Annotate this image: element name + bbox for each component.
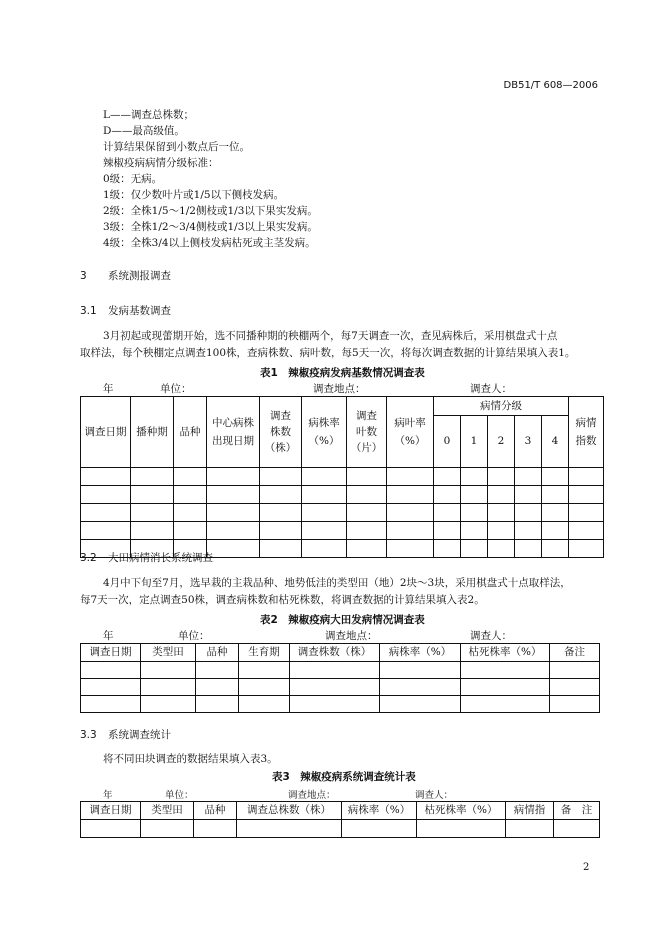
table-1 (80, 396, 604, 558)
section-3-2-heading (80, 550, 213, 565)
table-row (81, 820, 600, 838)
header-cell: 枯死株率（%） (417, 802, 506, 820)
header-cell: 生育期 (239, 644, 290, 662)
table-1-year-label: 年 (103, 383, 114, 395)
table-3-caption: 表3 辣椒疫病系统调查统计表 (272, 771, 416, 783)
document-id: DB51/T 608—2006 (503, 80, 598, 91)
table-row (81, 468, 604, 486)
header-cell-variety: 品种 (174, 397, 207, 468)
header-cell: 病情指 (506, 802, 554, 820)
table-3-header-row (81, 802, 600, 820)
table-2-unit-label: 单位： (178, 630, 210, 642)
header-cell-grade-3: 3 (515, 416, 542, 468)
header-cell: 类型田 (141, 802, 194, 820)
page-number: 2 (583, 862, 590, 873)
table-1-investigator-label: 调查人： (470, 383, 512, 395)
header-cell-grade-4: 4 (542, 416, 569, 468)
header-cell: 病株率（%） (342, 802, 417, 820)
table-row (81, 504, 604, 522)
header-cell-leaf-rate: 病叶率 （%） (387, 397, 434, 468)
section-3-heading (80, 268, 171, 283)
header-cell-disease-grade: 病情分级 (434, 397, 569, 416)
definition-line: 0级：无病。 (103, 173, 163, 185)
table-row (81, 486, 604, 504)
section-number: 3.3 (80, 729, 97, 741)
section-title: 大田病情消长系统调查 (108, 552, 213, 564)
table-1-unit-label: 单位： (160, 383, 192, 395)
section-number: 3.2 (80, 552, 97, 564)
table-3-investigator-label: 调查人： (415, 790, 454, 801)
table-1-header-row (81, 397, 604, 416)
header-cell: 品种 (196, 644, 239, 662)
table-2-location-label: 调查地点： (325, 630, 378, 642)
definition-line: 2级：全株1/5～1/2侧枝或1/3以下果实发病。 (103, 205, 318, 217)
definition-line: 计算结果保留到小数点后一位。 (103, 141, 250, 153)
section-3-3-heading (80, 727, 171, 742)
table-2-caption: 表2 辣椒疫病大田发病情况调查表 (260, 614, 425, 626)
header-cell-plant-count: 调查 株数 （株） (260, 397, 302, 468)
table-2-year-label: 年 (103, 630, 114, 642)
header-cell: 病株率（%） (380, 644, 461, 662)
header-cell-leaf-count: 调查 叶数 （片） (347, 397, 387, 468)
definition-line: 3级：全株1/2～3/4侧枝或1/3以上果实发病。 (103, 221, 318, 233)
definition-line: D——最高级值。 (103, 125, 185, 137)
header-cell-center-plant: 中心病株 出现日期 (207, 397, 260, 468)
section-3-2-para-line-2: 每7天一次，定点调查50株，调查病株数和枯死株数，将调查数据的计算结果填入表2。 (80, 594, 485, 606)
header-cell: 备 注 (554, 802, 600, 820)
section-3-3-para-line-1: 将不同田块调查的数据结果填入表3。 (103, 753, 278, 765)
section-3-1-para-line-1: 3月初起或现蕾期开始，选不同播种期的秧棚两个，每7天调查一次，查见病株后，采用棋盘式十点 (103, 330, 558, 342)
table-2-investigator-label: 调查人： (470, 630, 512, 642)
table-2-header-row (81, 644, 600, 662)
section-title: 系统测报调查 (108, 270, 171, 282)
header-cell-plant-rate: 病株率 （%） (302, 397, 347, 468)
table-row (81, 662, 600, 679)
table-1-caption: 表1 辣椒疫病发病基数情况调查表 (260, 367, 425, 379)
table-row (81, 679, 600, 696)
table-1-location-label: 调查地点： (313, 383, 366, 395)
table-2 (80, 643, 600, 713)
table-3 (80, 801, 600, 838)
header-cell-grade-2: 2 (488, 416, 515, 468)
header-cell: 调查株数（株） (290, 644, 380, 662)
header-cell: 备注 (550, 644, 600, 662)
section-number: 3 (80, 270, 87, 282)
table-3-location-label: 调查地点： (288, 790, 336, 801)
section-3-1-heading (80, 303, 171, 318)
header-cell: 调查日期 (81, 802, 141, 820)
header-cell: 枯死株率（%） (461, 644, 550, 662)
header-cell-grade-0: 0 (434, 416, 461, 468)
section-number: 3.1 (80, 305, 97, 317)
table-3-year-label: 年 (103, 790, 113, 801)
definition-line: 1级：仅少数叶片或1/5以下侧枝发病。 (103, 189, 285, 201)
table-3-unit-label: 单位： (165, 790, 194, 801)
table-row (81, 696, 600, 713)
header-cell-sowing: 播种期 (131, 397, 174, 468)
section-3-1-para-line-2: 取样法，每个秧棚定点调查100株，查病株数、病叶数，每5天一次，将每次调查数据的计算结果填入表1。 (80, 347, 576, 359)
definition-line: 4级：全株3/4以上侧枝发病枯死或主茎发病。 (103, 237, 316, 249)
section-3-2-para-line-1: 4月中下旬至7月，选早栽的主栽品种、地势低洼的类型田（地）2块～3块，采用棋盘式十点取样法， (103, 577, 571, 589)
header-cell: 调查日期 (81, 644, 141, 662)
header-cell-date: 调查日期 (81, 397, 131, 468)
section-title: 系统调查统计 (108, 729, 171, 741)
table-row (81, 522, 604, 540)
definitions-list (103, 107, 318, 251)
header-cell: 调查总株数（株） (237, 802, 342, 820)
header-cell: 类型田 (141, 644, 196, 662)
section-title: 发病基数调查 (108, 305, 171, 317)
header-cell-grade-1: 1 (461, 416, 488, 468)
definition-line: L——调查总株数； (103, 109, 194, 121)
definition-line: 辣椒疫病病情分级标准： (103, 157, 219, 169)
header-cell: 品种 (194, 802, 237, 820)
header-cell-disease-index: 病情 指数 (569, 397, 604, 468)
